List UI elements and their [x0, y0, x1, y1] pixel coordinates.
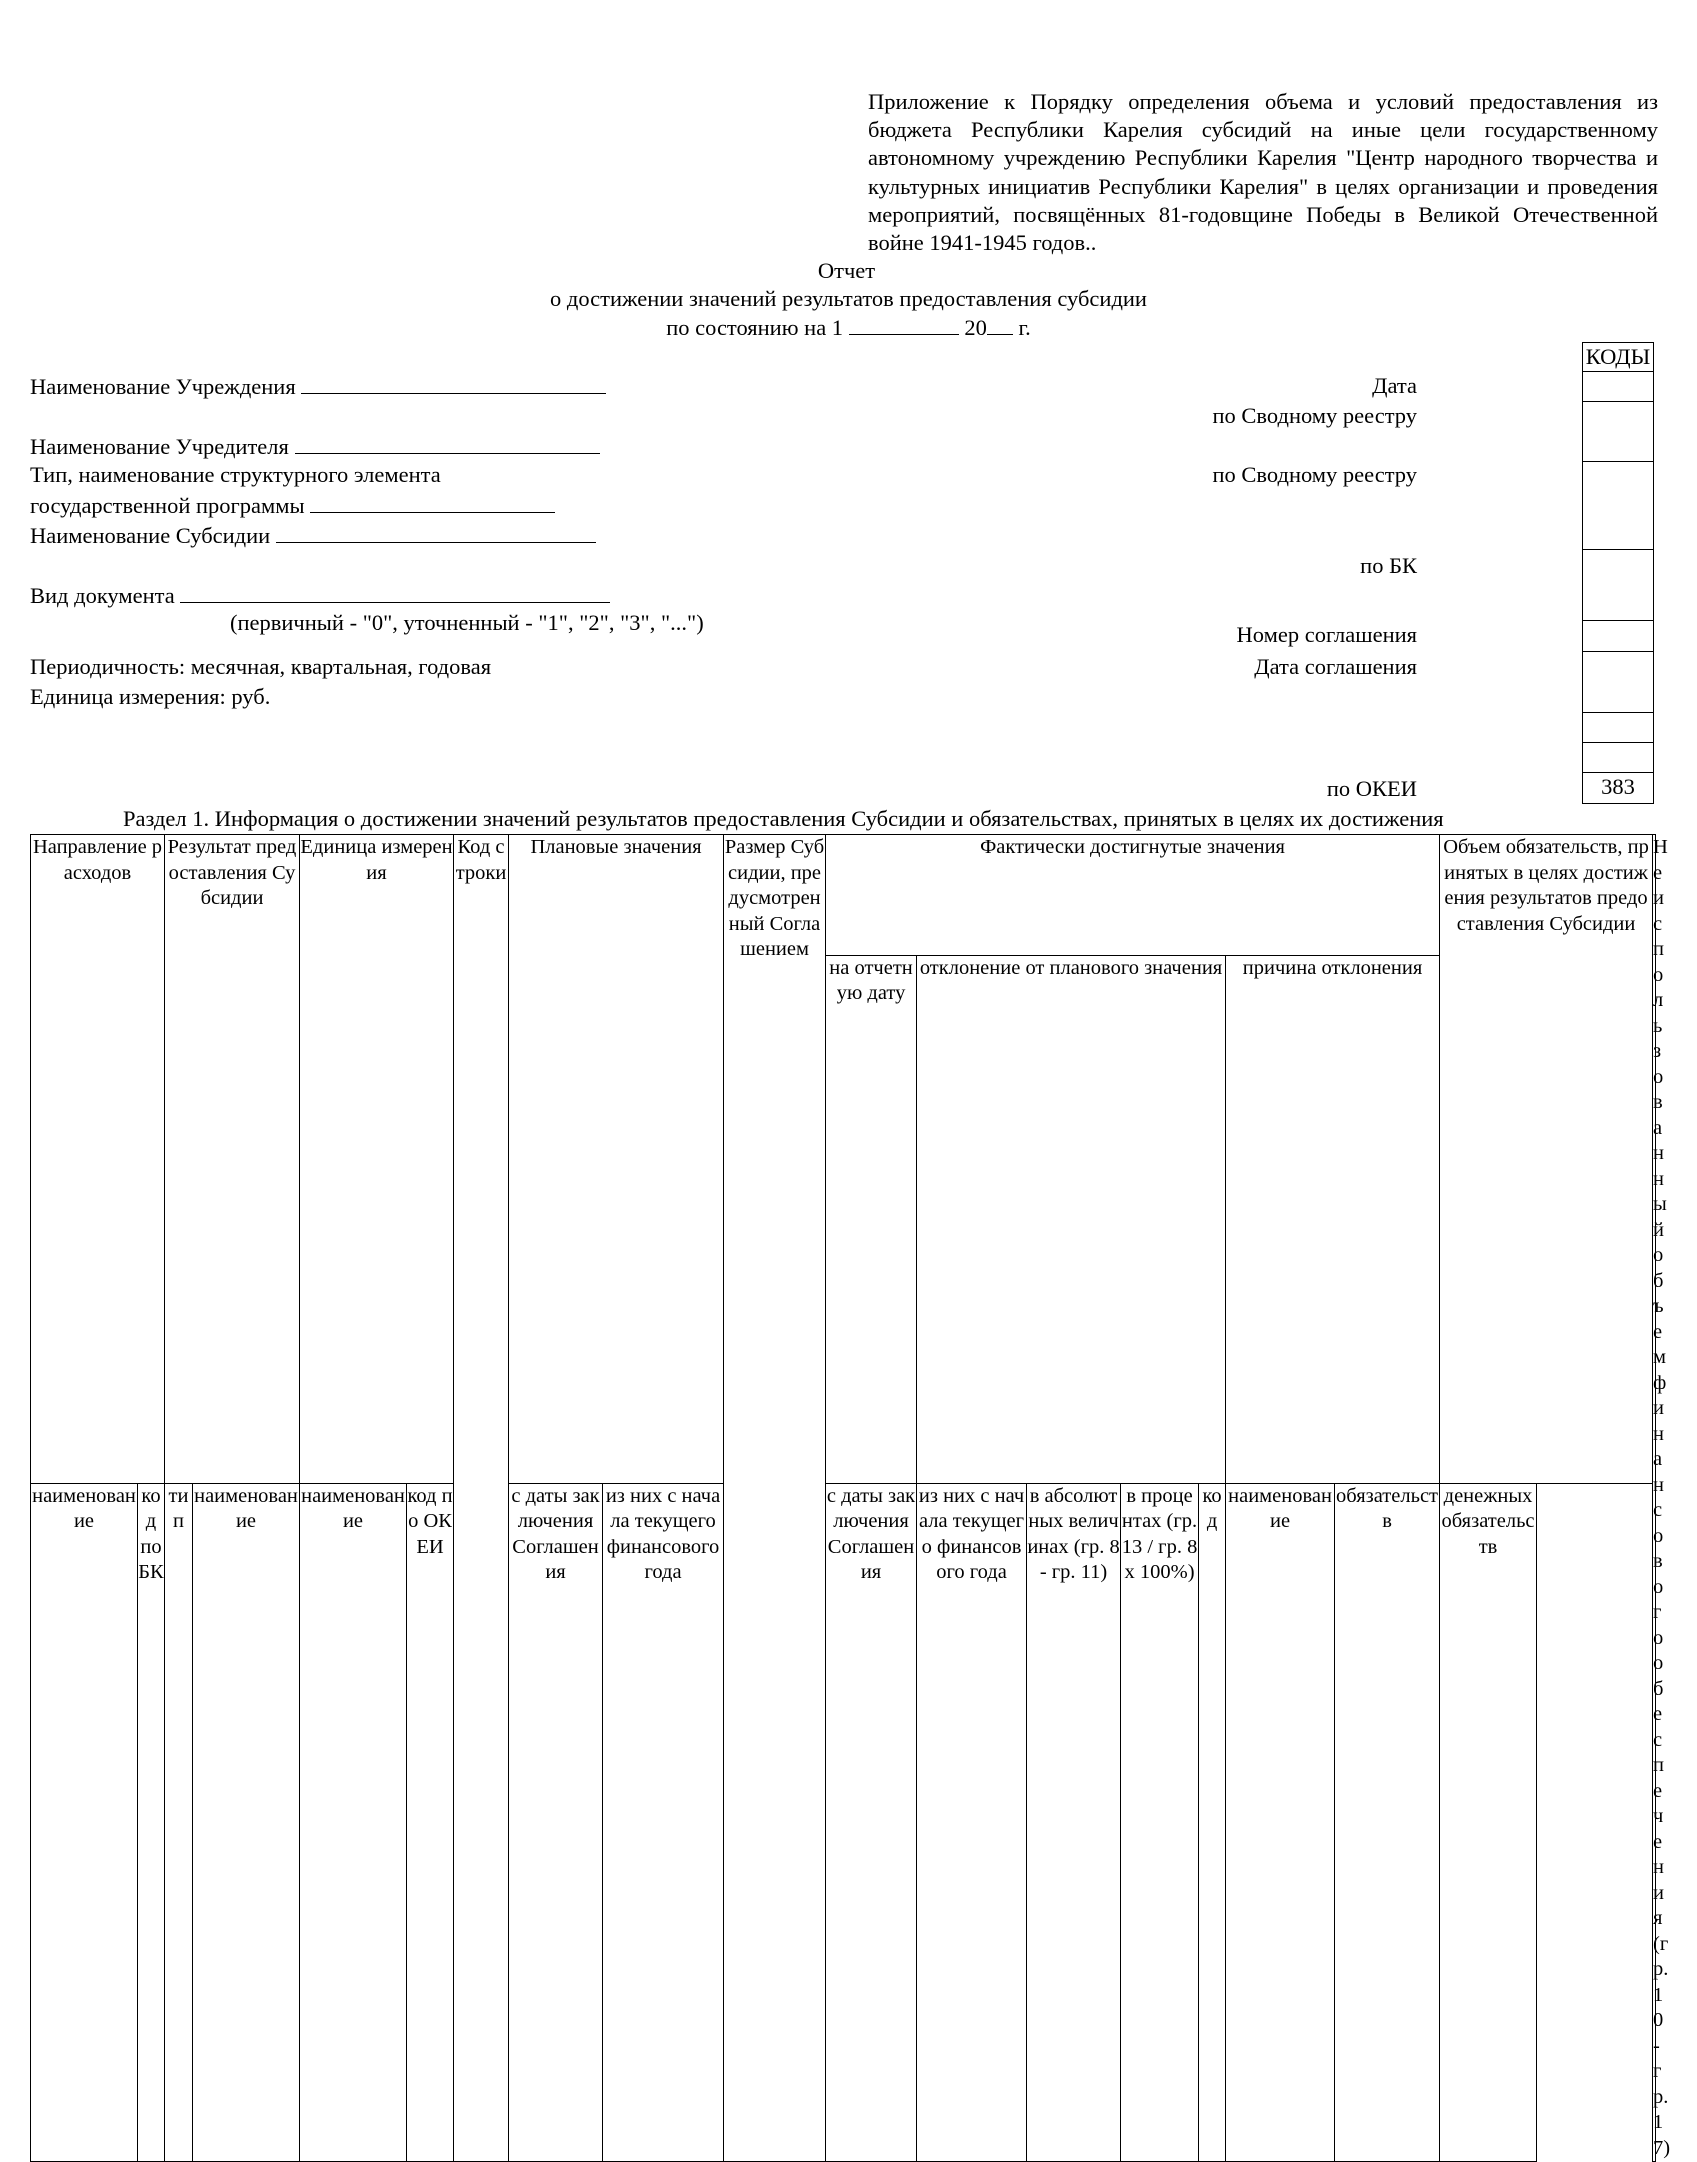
codes-registry-label-1: по Сводному реестру [1212, 403, 1417, 428]
results-table [30, 834, 1671, 2162]
sub-deviation-pct: в процентах (гр. 13 / гр. 8 х 100%) [1121, 1483, 1199, 2161]
header-line-code: Код строки [454, 835, 509, 2162]
subsidy-blank[interactable] [276, 522, 596, 543]
month-blank[interactable] [849, 314, 959, 335]
codes-registry-label-2: по Сводному реестру [1212, 462, 1417, 487]
year-suffix: г. [1018, 315, 1031, 340]
header-on-date: на отчетную дату [826, 955, 917, 1483]
sub-reason-code: код [1199, 1483, 1226, 2161]
sub-reason-name: наименование [1226, 1483, 1335, 2161]
codes-agreement-number-label: Номер соглашения [1236, 622, 1417, 647]
sub-deviation-abs: в абсолютных величинах (гр. 8 - гр. 11) [1027, 1483, 1121, 2161]
code-agreement-number-cell[interactable] [1583, 621, 1653, 652]
sub-result-type: тип [165, 1483, 193, 2161]
sub-actual-from-agreement: с даты заключения Соглашения [826, 1483, 917, 2161]
codes-bk-label: по БК [1360, 553, 1417, 578]
code-agreement-date-cell[interactable] [1583, 652, 1653, 713]
sub-plan-from-agreement: с даты заключения Соглашения [509, 1483, 603, 2161]
program-label-line2: государственной программы [30, 493, 305, 518]
header-reason: причина отклонения [1226, 955, 1440, 1483]
codes-header: КОДЫ [1583, 343, 1653, 372]
header-unit: Единица измерения [300, 835, 454, 1484]
year-blank[interactable] [987, 314, 1013, 335]
report-date-line [0, 314, 1697, 341]
doc-type-blank[interactable] [180, 582, 610, 603]
report-subtitle: о достижении значений результатов предоставления субсидии [550, 286, 1147, 311]
codes-date-label: Дата [1372, 373, 1417, 398]
header-deviation: отклонение от планового значения [917, 955, 1226, 1483]
code-registry-cell-1[interactable] [1583, 402, 1653, 462]
subsidy-label: Наименование Субсидии [30, 523, 271, 548]
header-subsidy-size: Размер Субсидии, предусмотренный Соглашением [724, 835, 826, 2162]
program-label-line1: Тип, наименование структурного элемента [30, 462, 441, 487]
sub-unit-name: наименование [300, 1483, 407, 2161]
date-prefix: по состоянию на 1 [666, 315, 844, 340]
codes-okei-label: по ОКЕИ [1326, 776, 1417, 801]
codes-box [1582, 342, 1654, 804]
founder-label: Наименование Учредителя [30, 434, 289, 459]
sub-direction-name: наименование [31, 1483, 138, 2161]
codes-agreement-date-label: Дата соглашения [1254, 654, 1417, 679]
program-field [30, 492, 555, 519]
sub-plan-year: из них с начала текущего финансового года [603, 1483, 724, 2161]
periodicity-label: Периодичность: месячная, квартальная, годовая [30, 654, 492, 679]
doc-type-field [30, 582, 610, 609]
header-actual: Фактически достигнутые значения [826, 835, 1440, 956]
code-extra-cell-2[interactable] [1583, 743, 1653, 773]
code-registry-cell-2[interactable] [1583, 462, 1653, 550]
doc-type-label: Вид документа [30, 583, 175, 608]
header-result: Результат предоставления Субсидии [165, 835, 300, 1484]
sub-result-name: наименование [193, 1483, 300, 2161]
institution-field [30, 373, 606, 400]
header-obligations: Объем обязательств, принятых в целях достижения результатов предоставления Субсидии [1440, 835, 1653, 1484]
year-prefix: 20 [964, 315, 987, 340]
report-title: Отчет [817, 258, 876, 283]
founder-blank[interactable] [295, 433, 600, 454]
sub-actual-year: из них с начала текущего финансового года [917, 1483, 1027, 2161]
header-planned: Плановые значения [509, 835, 724, 1484]
appendix-note: Приложение к Порядку определения объема и условий предоставления из бюджета Республики Карелия субсидий на иные цели государственному автономному учреждению Республики Карелия "Центр народного творчества и культурных инициатив Республики Карелия" в целях организации и проведения мероприятий, посвящённых 81-годовщине Победы в Великой Отечественной войне 1941-1945 годов.. [868, 89, 1658, 256]
program-blank[interactable] [310, 492, 555, 513]
institution-blank[interactable] [301, 373, 606, 394]
code-bk-cell[interactable] [1583, 550, 1653, 621]
header-direction: Направление расходов [31, 835, 165, 1484]
sub-obligations: обязательств [1335, 1483, 1440, 2161]
code-extra-cell-1[interactable] [1583, 713, 1653, 743]
sub-code-okei: код по ОКЕИ [407, 1483, 454, 2161]
doc-type-hint: (первичный - "0", уточненный - "1", "2", "3", "...") [230, 610, 704, 635]
section-title: Раздел 1. Информация о достижении значений результатов предоставления Субсидии и обязательствах, принятых в целях их достижения [123, 806, 1444, 831]
unit-label: Единица измерения: руб. [30, 684, 271, 709]
sub-code-bk: код по БК [138, 1483, 165, 2161]
code-okei-cell[interactable]: 383 [1601, 774, 1635, 799]
code-date-cell[interactable] [1583, 372, 1653, 402]
founder-field [30, 433, 600, 460]
header-unused: Неиспользованный объем финансового обеспечения (гр. 10 - гр. 17) [1653, 835, 1656, 2162]
institution-label: Наименование Учреждения [30, 374, 296, 399]
sub-monetary-obligations: денежных обязательств [1440, 1483, 1537, 2161]
subsidy-field [30, 522, 596, 549]
